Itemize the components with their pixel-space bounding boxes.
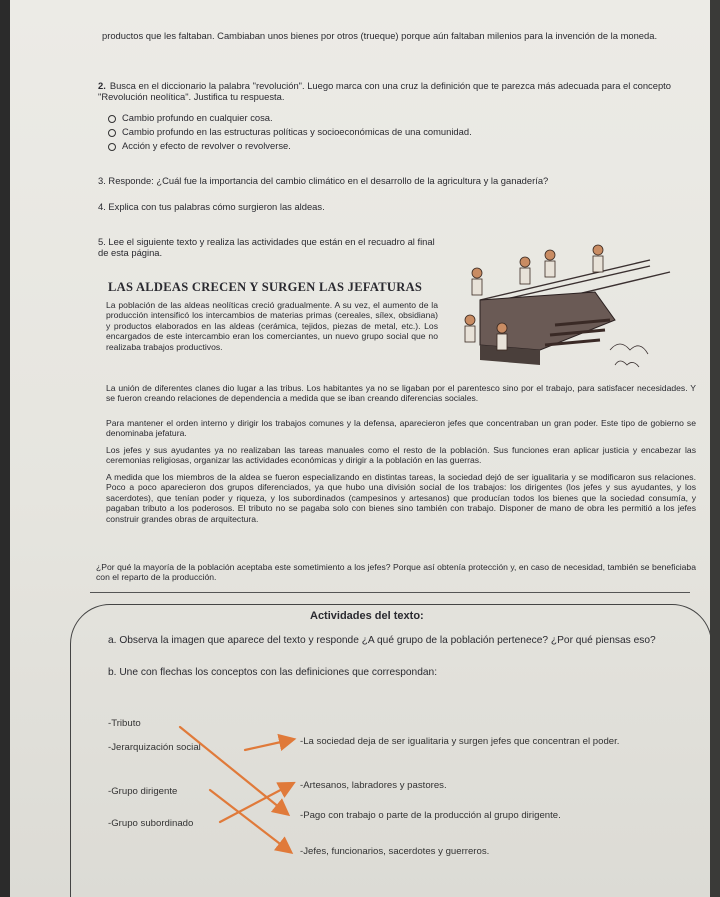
- paragraph-1: La población de las aldeas neolíticas creció gradualmente. A su vez, el aumento de la producción intensificó los intercambios de materias primas (cereales, sílex, obsidiana) y productos elaborados en las aldeas (cerámica, tejidos, piezas de metal, etc.). Los encargados de este intercambio eran los comerciantes, un nuevo grupo social que no realizaba trabajos productivos.: [106, 300, 438, 352]
- paragraph-6: ¿Por qué la mayoría de la población aceptaba este sometimiento a los jefes? Porque así obtenía protección y, en caso de necesidad, también se beneficiaba con el reparto de la producción.: [96, 562, 696, 583]
- term-grupo-subordinado[interactable]: -Grupo subordinado: [108, 818, 194, 829]
- definition-4[interactable]: -Jefes, funcionarios, sacerdotes y guerreros.: [300, 846, 490, 857]
- question-3: 3. Responde: ¿Cuál fue la importancia del cambio climático en el desarrollo de la agricultura y la ganadería?: [98, 175, 549, 186]
- section-title: LAS ALDEAS CRECEN Y SURGEN LAS JEFATURAS: [108, 280, 423, 294]
- activity-a: a. Observa la imagen que aparece del texto y responde ¿A qué grupo de la población pertenece? ¿Por qué piensas eso?: [108, 635, 656, 646]
- question-2-text: Busca en el diccionario la palabra "revolución". Luego marca con una cruz la definición que te parezca más adecuada para el concepto "Revolución neolítica". Justifica tu respuesta.: [98, 80, 671, 103]
- option-2[interactable]: Cambio profundo en las estructuras políticas y socioeconómicas de una comunidad.: [108, 126, 472, 137]
- term-grupo-dirigente[interactable]: -Grupo dirigente: [108, 786, 178, 797]
- lead-text: productos que les faltaban. Cambiaban unos bienes por otros (trueque) porque aún faltaban milenios para la invención de la moneda.: [102, 30, 658, 41]
- paragraph-4: Los jefes y sus ayudantes ya no realizaban las tareas manuales como el resto de la población. Sus funciones eran aplicar justicia y encabezar las ceremonias religiosas, organizar las actividades económicas y dirigir a la población en las guerras.: [106, 445, 696, 466]
- matching-arrows[interactable]: [10, 0, 710, 897]
- question-4: 4. Explica con tus palabras cómo surgieron las aldeas.: [98, 201, 325, 212]
- term-jerarquizacion[interactable]: -Jerarquización social: [108, 742, 201, 753]
- edge-shadow: [710, 0, 720, 897]
- definition-2[interactable]: -Artesanos, labradores y pastores.: [300, 780, 447, 791]
- term-tributo[interactable]: -Tributo: [108, 718, 141, 729]
- question-5: 5. Lee el siguiente texto y realiza las actividades que están en el recuadro al final de esta página.: [98, 236, 435, 259]
- definition-1[interactable]: -La sociedad deja de ser igualitaria y surgen jefes que concentran el poder.: [300, 736, 620, 747]
- paragraph-3: Para mantener el orden interno y dirigir los trabajos comunes y la defensa, aparecieron jefes que concentraban un gran poder. Este tipo de gobierno se denominaba jefatura.: [106, 418, 696, 439]
- definition-3[interactable]: -Pago con trabajo o parte de la producción al grupo dirigente.: [300, 810, 561, 821]
- worksheet-page: [10, 0, 710, 897]
- arrow-jerarquizacion: [245, 740, 290, 750]
- arrow-tributo: [180, 727, 285, 812]
- activities-title: Actividades del texto:: [310, 610, 424, 622]
- paragraph-5: A medida que los miembros de la aldea se fueron especializando en distintas tareas, la sociedad dejó de ser igualitaria y se modificaron sus relaciones. Poco a poco aparecieron dos grupos diferenciados, ya que hubo una división social de los trabajos: los dirigentes (los jefes y sus ayudantes, y los sacerdotes), que tenían poder y riqueza, y los subordinados (campesinos y artesanos) que producían todos los bienes que la sociedad consumía, y pagaban tributo a los poderosos. El tributo no se pagaba solo con bienes sino también con trabajo. Disponer de mano de obra les permitió a los jefes construir grandes obras de arquitectura.: [106, 472, 696, 524]
- arrow-subordinado: [220, 785, 290, 822]
- option-3[interactable]: Acción y efecto de revolver o revolverse.: [108, 140, 291, 151]
- question-2-number: 2.: [98, 80, 106, 91]
- paragraph-2: La unión de diferentes clanes dio lugar a las tribus. Los habitantes ya no se ligaban por el parentesco sino por el trabajo, para satisfacer necesidades. Y se fueron creando relaciones de dependencia a medida que se iban creando diferencias sociales.: [106, 383, 696, 404]
- option-1[interactable]: Cambio profundo en cualquier cosa.: [108, 112, 273, 123]
- activity-b: b. Une con flechas los conceptos con las definiciones que correspondan:: [108, 667, 438, 678]
